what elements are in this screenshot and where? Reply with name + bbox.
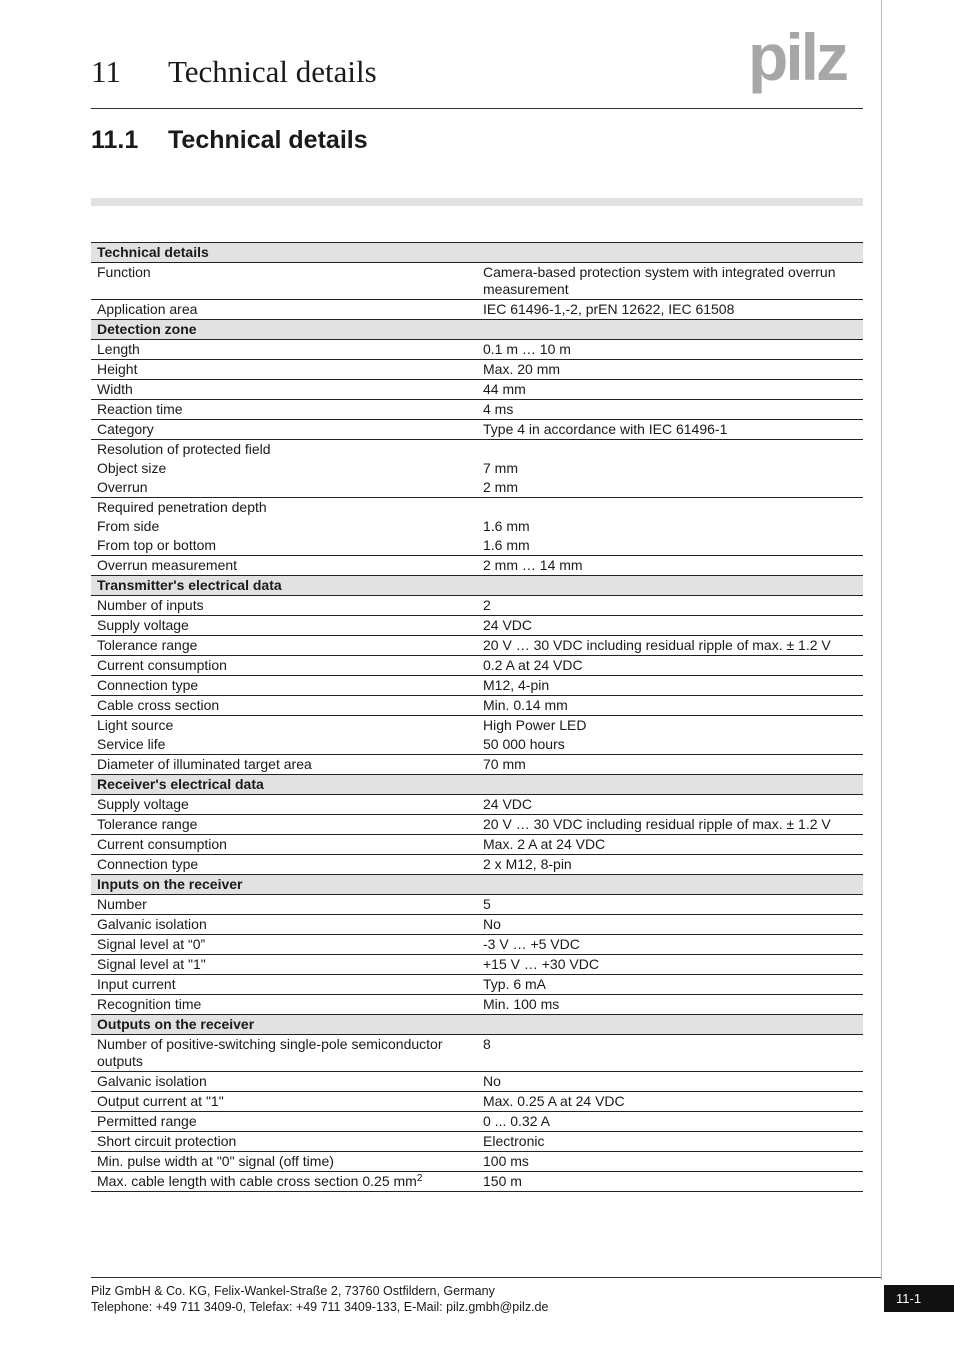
section-header-label: Technical details [91, 243, 863, 263]
chapter-heading [91, 52, 377, 92]
table-row [91, 855, 863, 875]
table-row [91, 1172, 863, 1192]
parameter-label-text: Light source [97, 717, 174, 733]
parameter-label [91, 815, 477, 835]
header-rule [91, 108, 863, 109]
parameter-label [91, 1132, 477, 1152]
parameter-label [91, 420, 477, 440]
parameter-label [91, 400, 477, 420]
section-header-label: Outputs on the receiver [91, 1015, 863, 1035]
table-row [91, 636, 863, 656]
parameter-value: 7 mm [483, 460, 518, 476]
parameter-value: 8 [477, 1035, 863, 1072]
parameter-value: 1.6 mm [477, 536, 863, 556]
parameter-value: 0.1 m … 10 m [477, 340, 863, 360]
parameter-label-text: Reaction time [97, 401, 183, 417]
parameter-value: 100 ms [477, 1152, 863, 1172]
superscript: 2 [416, 1173, 423, 1184]
table-row [91, 1112, 863, 1132]
parameter-value: +15 V … +30 VDC [477, 955, 863, 975]
parameter-label-text: Application area [97, 301, 198, 317]
parameter-value: Max. 0.25 A at 24 VDC [477, 1092, 863, 1112]
parameter-value [477, 498, 863, 518]
parameter-label [91, 795, 477, 815]
parameter-label [91, 656, 477, 676]
parameter-label [91, 1112, 477, 1132]
table-row [91, 360, 863, 380]
footer-contact: Telephone: +49 711 3409-0, Telefax: +49 711 3409-133, E-Mail: pilz.gmbh@pilz.de [91, 1300, 549, 1314]
section-header-row [91, 243, 863, 263]
section-header-label: Detection zone [91, 320, 863, 340]
table-row [91, 935, 863, 955]
parameter-label-text: Number [97, 896, 147, 912]
parameter-label [91, 536, 477, 556]
section-header-label: Receiver's electrical data [91, 775, 863, 795]
table-row [91, 656, 863, 676]
parameter-label-text: Width [97, 381, 133, 397]
parameter-label [91, 716, 477, 736]
parameter-label-text: Short circuit protection [97, 1133, 237, 1149]
parameter-label-text: Connection type [97, 856, 199, 872]
parameter-value: -3 V … +5 VDC [477, 935, 863, 955]
parameter-label [91, 1152, 477, 1172]
parameter-value: Camera-based protection system with integrated overrun measurement [477, 263, 863, 300]
parameter-label [91, 498, 477, 518]
parameter-value: 20 V … 30 VDC including residual ripple of max. ± 1.2 V [477, 636, 863, 656]
parameter-label-text: Recognition time [97, 996, 202, 1012]
section-header-label: Transmitter's electrical data [91, 576, 863, 596]
parameter-label-text: Current consumption [97, 657, 227, 673]
parameter-label [91, 1172, 477, 1192]
parameter-label-text: From top or bottom [97, 537, 217, 553]
section-header-row [91, 875, 863, 895]
parameter-label-text: Length [97, 341, 140, 357]
parameter-label [91, 735, 477, 755]
table-row [91, 795, 863, 815]
parameter-label [91, 915, 477, 935]
parameter-value: High Power LED [483, 717, 587, 733]
parameter-label [91, 636, 477, 656]
table-row [91, 1152, 863, 1172]
parameter-label [91, 340, 477, 360]
parameter-label [91, 300, 477, 320]
parameter-label-text: Required penetration depth [97, 499, 267, 515]
footer-rule [91, 1277, 881, 1278]
section-header-row [91, 775, 863, 795]
parameter-label-text: From side [97, 518, 160, 534]
page-number: 11-1 [884, 1285, 954, 1312]
parameter-label-text: Service life [97, 736, 166, 752]
technical-details-table [91, 242, 863, 1192]
parameter-value: No [477, 915, 863, 935]
parameter-label [91, 440, 477, 460]
table-row [91, 498, 863, 518]
parameter-value: 5 [477, 895, 863, 915]
parameter-label [91, 696, 477, 716]
parameter-label-text: Number of positive-switching single-pole semiconductor outputs [97, 1036, 443, 1069]
parameter-label-text: Output current at "1" [97, 1093, 224, 1109]
parameter-value: Type 4 in accordance with IEC 61496-1 [477, 420, 863, 440]
table-row [91, 696, 863, 716]
parameter-value: M12, 4-pin [477, 676, 863, 696]
parameter-label [91, 459, 477, 478]
parameter-value: 20 V … 30 VDC including residual ripple of max. ± 1.2 V [477, 815, 863, 835]
table-row [91, 716, 863, 736]
parameter-label-text: Resolution of protected field [97, 441, 271, 457]
parameter-label-text: Current consumption [97, 836, 227, 852]
section-header-row [91, 1015, 863, 1035]
parameter-label [91, 478, 477, 498]
parameter-label [91, 935, 477, 955]
parameter-label [91, 835, 477, 855]
parameter-value: 2 mm [477, 478, 863, 498]
parameter-value: Max. 2 A at 24 VDC [477, 835, 863, 855]
parameter-label [91, 995, 477, 1015]
section-header-label: Inputs on the receiver [91, 875, 863, 895]
table-row [91, 300, 863, 320]
chapter-title: Technical details [168, 54, 377, 89]
footer [91, 1283, 548, 1315]
parameter-value: 1.6 mm [483, 518, 530, 534]
parameter-label-text: Overrun [97, 479, 148, 495]
table-row [91, 1035, 863, 1072]
table-row [91, 835, 863, 855]
parameter-label [91, 1092, 477, 1112]
parameter-value: IEC 61496-1,-2, prEN 12622, IEC 61508 [483, 301, 735, 317]
table-row [91, 596, 863, 616]
parameter-value: 0 ... 0.32 A [477, 1112, 863, 1132]
parameter-label [91, 975, 477, 995]
parameter-value: Min. 0.14 mm [477, 696, 863, 716]
table-row [91, 735, 863, 755]
table-row [91, 556, 863, 576]
parameter-value: 150 m [477, 1172, 863, 1192]
parameter-label-text: Function [97, 264, 151, 280]
parameter-value: Max. 20 mm [477, 360, 863, 380]
table-row [91, 420, 863, 440]
parameter-label [91, 1035, 477, 1072]
table-row [91, 915, 863, 935]
parameter-label [91, 955, 477, 975]
table-row [91, 478, 863, 498]
table-row [91, 1092, 863, 1112]
table-row [91, 459, 863, 478]
parameter-value: Typ. 6 mA [477, 975, 863, 995]
parameter-label [91, 556, 477, 576]
page-margin-line [881, 0, 882, 1280]
chapter-number: 11 [91, 54, 121, 89]
section-header-row [91, 576, 863, 596]
table-row [91, 536, 863, 556]
parameter-label-text: Connection type [97, 677, 199, 693]
parameter-label-text: Galvanic isolation [97, 1073, 207, 1089]
parameter-value: 2 x M12, 8-pin [483, 856, 572, 872]
parameter-value: 44 mm [477, 380, 863, 400]
parameter-label-text: Tolerance range [97, 637, 198, 653]
table-row [91, 815, 863, 835]
parameter-value [477, 440, 863, 460]
table-row [91, 616, 863, 636]
parameter-value: 0.2 A at 24 VDC [477, 656, 863, 676]
parameter-value: 70 mm [483, 756, 526, 772]
parameter-label [91, 380, 477, 400]
parameter-label-text: Min. pulse width at "0" signal (off time) [97, 1153, 334, 1169]
parameter-label-text: Signal level at "1" [97, 956, 206, 972]
parameter-label [91, 596, 477, 616]
section-title: Technical details [168, 126, 368, 154]
table-row [91, 955, 863, 975]
parameter-label [91, 895, 477, 915]
parameter-label-text: Diameter of illuminated target area [97, 756, 312, 772]
parameter-label-text: Cable cross section [97, 697, 220, 713]
table-row [91, 380, 863, 400]
parameter-label [91, 517, 477, 536]
section-heading [91, 124, 368, 156]
parameter-value: Min. 100 ms [483, 996, 560, 1012]
parameter-label-text: Object size [97, 460, 167, 476]
parameter-value: 4 ms [477, 400, 863, 420]
table-row [91, 400, 863, 420]
section-header-row [91, 320, 863, 340]
parameter-label-text: Overrun measurement [97, 557, 238, 573]
table-row [91, 755, 863, 775]
parameter-value: 24 VDC [477, 616, 863, 636]
footer-address: Pilz GmbH & Co. KG, Felix-Wankel-Straße 2, 73760 Ostfildern, Germany [91, 1284, 495, 1298]
table-row [91, 995, 863, 1015]
parameter-label-text: Tolerance range [97, 816, 198, 832]
table-row [91, 975, 863, 995]
parameter-label-text: Max. cable length with cable cross section 0.25 mm [97, 1173, 417, 1189]
parameter-label [91, 855, 477, 875]
parameter-label-text: Galvanic isolation [97, 916, 207, 932]
section-number: 11.1 [91, 126, 139, 154]
parameter-label-text: Signal level at “0” [97, 936, 206, 952]
parameter-value: 50 000 hours [477, 735, 863, 755]
parameter-label [91, 263, 477, 300]
parameter-value: 24 VDC [477, 795, 863, 815]
parameter-label-text: Input current [97, 976, 176, 992]
table-row [91, 895, 863, 915]
parameter-label [91, 755, 477, 775]
parameter-label [91, 360, 477, 380]
parameter-label-text: Permitted range [97, 1113, 197, 1129]
pilz-logo [748, 26, 866, 96]
parameter-label [91, 616, 477, 636]
section-divider-bar [91, 198, 863, 206]
table-row [91, 676, 863, 696]
parameter-label-text: Height [97, 361, 138, 377]
table-row [91, 1132, 863, 1152]
parameter-value: 2 [477, 596, 863, 616]
table-row [91, 340, 863, 360]
parameter-value: No [477, 1072, 863, 1092]
parameter-label-text: Supply voltage [97, 796, 189, 812]
parameter-label-text: Number of inputs [97, 597, 204, 613]
parameter-label-text: Category [97, 421, 154, 437]
parameter-label [91, 676, 477, 696]
table-row [91, 1072, 863, 1092]
parameter-value: Electronic [477, 1132, 863, 1152]
parameter-label-text: Supply voltage [97, 617, 189, 633]
table-row [91, 263, 863, 300]
table-row [91, 440, 863, 460]
logo-text: pilz [748, 26, 846, 94]
parameter-label [91, 1072, 477, 1092]
parameter-value: 2 mm … 14 mm [483, 557, 583, 573]
table-row [91, 517, 863, 536]
